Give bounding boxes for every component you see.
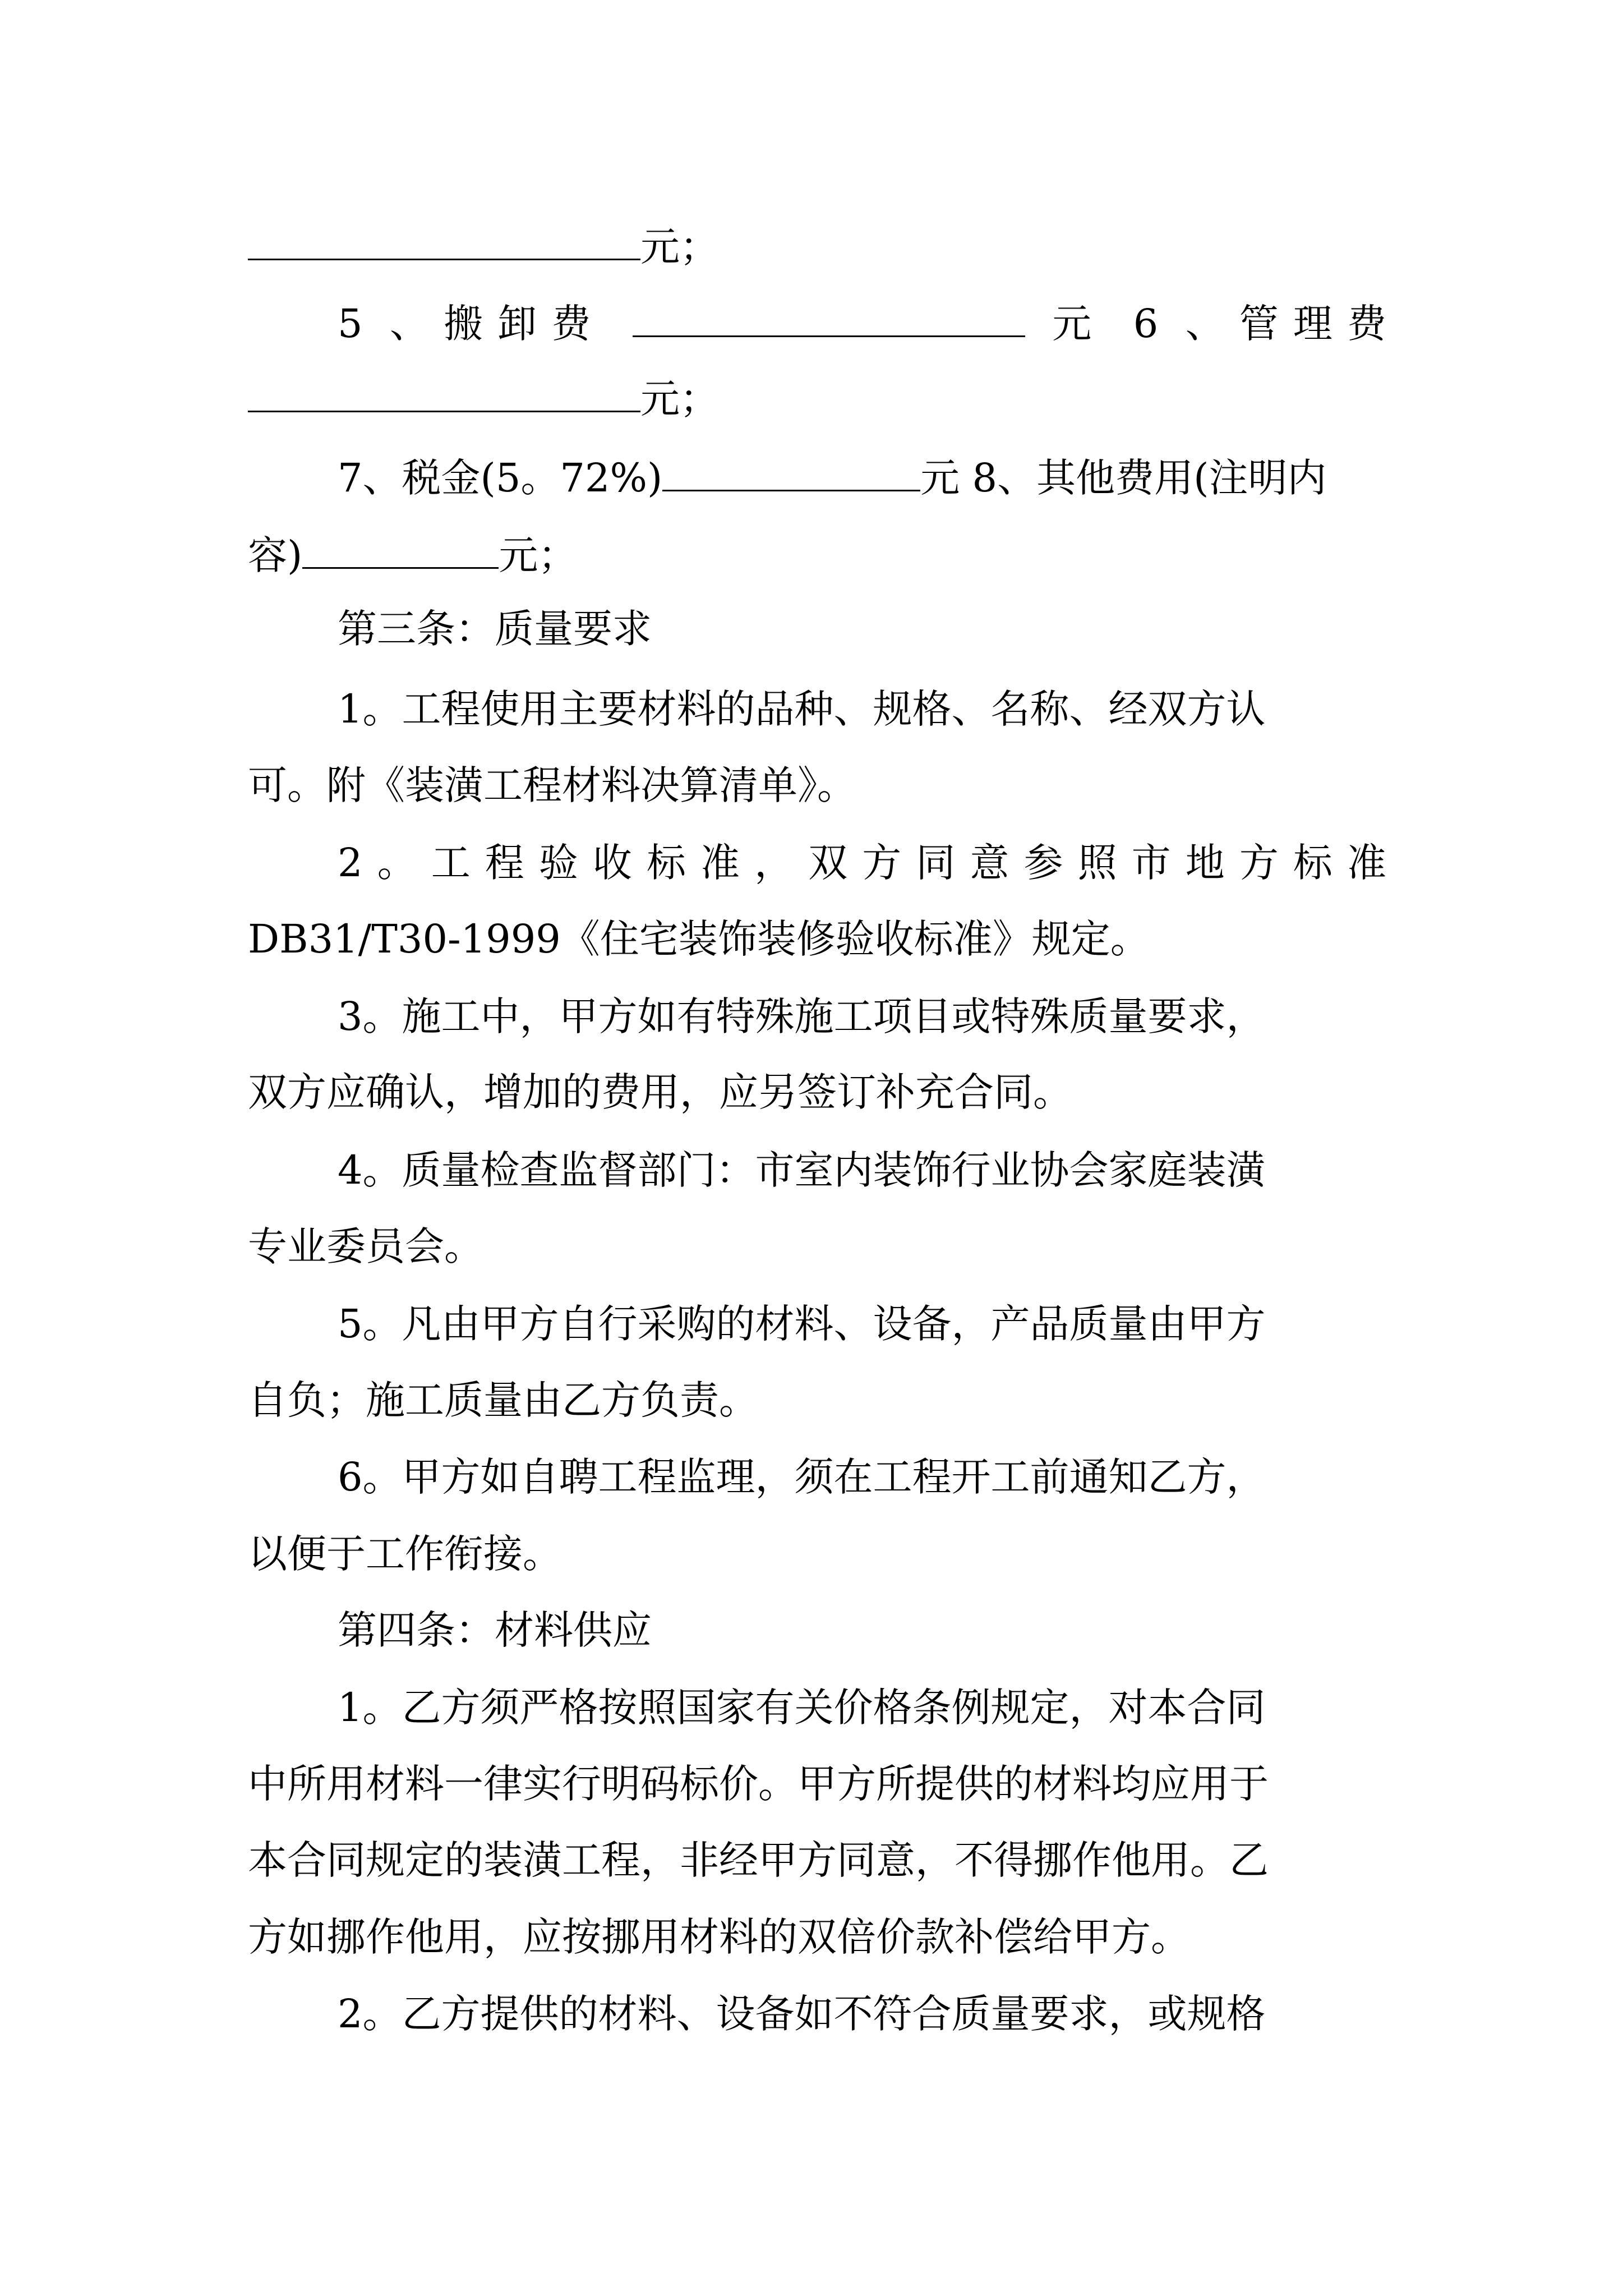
paragraph-line: 本合同规定的装潢工程，非经甲方同意，不得挪作他用。乙 <box>248 1837 1269 1883</box>
text-fragment: 元 8、其他费用(注明内 <box>920 455 1327 501</box>
fee-line-continuation <box>248 516 1386 595</box>
text-fragment: 容) <box>248 532 303 578</box>
paragraph-line: 自负；施工质量由乙方负责。 <box>248 1377 758 1423</box>
section-heading: 第四条：材料供应 <box>338 1607 652 1653</box>
paragraph-line: 3。施工中，甲方如有特殊施工项目或特殊质量要求， <box>338 993 1266 1039</box>
text-fragment: 元； <box>499 532 578 578</box>
text-fragment: 5 、搬卸费 <box>338 301 606 347</box>
paragraph-line: 双方应确认，增加的费用，应另签订补充合同。 <box>248 1069 1072 1115</box>
section-heading: 第三条：质量要求 <box>338 606 652 652</box>
fill-in-blank[interactable] <box>302 532 499 569</box>
text-fragment: 元 6 、管理费 <box>1052 301 1386 347</box>
paragraph-line: 1。乙方须严格按照国家有关价格条例规定，对本合同 <box>338 1685 1266 1731</box>
paragraph-line: 方如挪作他用，应按挪用材料的双倍价款补偿给甲方。 <box>248 1914 1190 1960</box>
text-fragment: 元； <box>640 376 719 422</box>
text-fragment: 7、税金(5。72%) <box>338 455 663 501</box>
paragraph-line: DB31/T30-1999《住宅装饰装修验收标准》规定。 <box>248 916 1150 962</box>
fill-in-blank[interactable] <box>662 455 920 491</box>
paragraph-line: 1。工程使用主要材料的品种、规格、名称、经双方认 <box>338 686 1266 732</box>
fill-in-blank[interactable] <box>248 376 640 412</box>
text-fragment: 元； <box>640 224 719 270</box>
paragraph-line: 可。附《装潢工程材料决算清单》。 <box>248 762 856 808</box>
paragraph-line: 4。质量检查监督部门：市室内装饰行业协会家庭装潢 <box>338 1147 1266 1193</box>
paragraph-line: 专业委员会。 <box>248 1223 483 1269</box>
fee-line-5-6 <box>338 284 1386 363</box>
fill-in-blank[interactable] <box>248 224 640 260</box>
fee-line-continuation <box>248 360 1386 438</box>
paragraph-line: 5。凡由甲方自行采购的材料、设备，产品质量由甲方 <box>338 1301 1266 1347</box>
paragraph-line: 2。乙方提供的材料、设备如不符合质量要求，或规格 <box>338 1991 1266 2037</box>
paragraph-line: 中所用材料一律实行明码标价。甲方所提供的材料均应用于 <box>248 1761 1269 1807</box>
fee-line-continuation <box>248 208 1386 286</box>
paragraph-line: 以便于工作衔接。 <box>248 1531 562 1577</box>
paragraph-line: 6。甲方如自聘工程监理，须在工程开工前通知乙方， <box>338 1454 1266 1500</box>
fee-line-7-8 <box>338 439 1386 517</box>
fill-in-blank[interactable] <box>633 301 1025 337</box>
paragraph-line: 2。工程验收标准，双方同意参照市地方标准 <box>338 840 1386 886</box>
